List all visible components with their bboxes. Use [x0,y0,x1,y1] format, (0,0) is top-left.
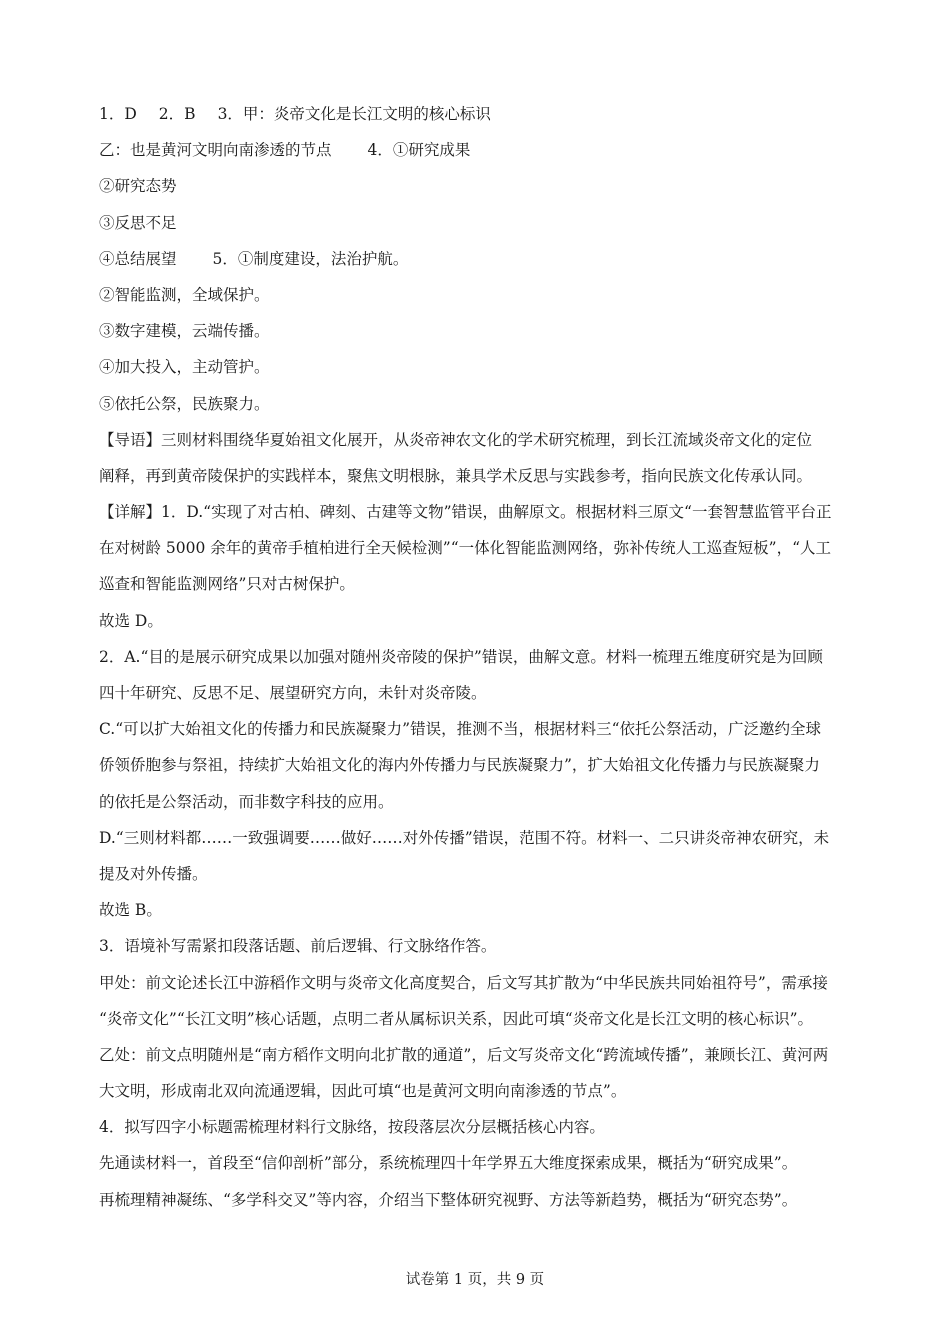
text-segment: D.“三则材料都……一致强调要……做好……对外传播”错误，范围不符。材料一、二只讲炎帝神农研究，未 [99,828,830,847]
text-line [99,892,859,928]
text-line [99,241,859,277]
text-segment: 先通读材料一，首段至“信仰剖析”部分，系统梳理四十年学界五大维度探索成果，概括为“研究成果”。 [99,1154,798,1173]
text-segment: ④加大投入，主动管护。 [99,358,270,377]
text-line [99,566,859,602]
text-segment: ②研究态势 [99,177,177,196]
text-line [99,820,859,856]
text-line [99,1001,859,1037]
text-segment: 巡查和智能监测网络”只对古树保护。 [99,575,355,594]
text-line [99,784,859,820]
text-line [99,349,859,385]
text-segment: 四十年研究、反思不足、展望研究方向，未针对炎帝陵。 [99,684,487,702]
text-segment: 提及对外传播。 [99,864,208,883]
text-line [99,494,859,530]
text-segment: 故选 B。 [99,901,162,920]
text-segment: “炎帝文化”“长江文明”核心话题，点明二者从属标识关系，因此可填“炎帝文化是长江文明的核心标识”。 [99,1009,814,1028]
text-segment: ②智能监测，全域保护。 [99,285,270,304]
text-segment: 2．A.“目的是展示研究成果以加强对随州炎帝陵的保护”错误，曲解文意。材料一梳理五维度研究是为回顾 [99,647,823,666]
text-line [99,132,859,168]
text-line [99,386,859,422]
answer-content [99,96,859,1218]
text-line [99,747,859,783]
text-line [99,458,859,494]
text-segment: 大文明，形成南北双向流通逻辑，因此可填“也是黄河文明向南渗透的节点”。 [99,1082,627,1101]
text-segment: 3．语境补写需紧扣段落话题、前后逻辑、行文脉络作答。 [99,937,497,956]
text-line [99,277,859,313]
text-segment: ③反思不足 [99,213,177,232]
text-line [99,1073,859,1109]
text-segment: 再梳理精神凝练、“多学科交叉”等内容，介绍当下整体研究视野、方法等新趋势，概括为“研究态势”。 [99,1190,798,1209]
text-line [99,603,859,639]
text-segment: 【详解】1．D.“实现了对古柏、碑刻、古建等文物”错误，曲解原文。根据材料三原文“一套智慧监管平台正 [99,503,832,522]
page-footer: 试卷第 1 页，共 9 页 [405,1272,545,1288]
text-segment: 乙处：前文点明随州是“南方稻作文明向北扩散的通道”，后文写炎帝文化“跨流域传播”，兼顾长江、黄河两 [99,1045,829,1064]
text-segment: 【导语】三则材料围绕华夏始祖文化展开，从炎帝神农文化的学术研究梳理，到长江流域炎帝文化的定位 [99,430,813,449]
text-segment: 乙：也是黄河文明向南渗透的节点 [99,141,332,160]
text-segment: 阐释，再到黄帝陵保护的实践样本，聚焦文明根脉，兼具学术反思与实践参考，指向民族文化传承认同。 [99,466,813,485]
text-line [99,1182,859,1218]
text-segment: ③数字建模，云端传播。 [99,322,270,341]
text-segment: 4．拟写四字小标题需梳理材料行文脉络，按段落层次分层概括核心内容。 [99,1118,605,1137]
text-line [99,1145,859,1181]
text-line [99,928,859,964]
text-segment: 5．①制度建设，法治护航。 [212,249,409,268]
text-line [99,205,859,241]
text-line [99,965,859,1001]
text-segment: ④总结展望 [99,249,177,268]
text-segment: ⑤依托公祭，民族聚力。 [99,394,270,413]
text-line [99,711,859,747]
text-line [99,1109,859,1145]
text-line [99,168,859,204]
text-line [99,96,859,132]
text-segment: 故选 D。 [99,611,163,630]
text-segment: 3．甲：炎帝文化是长江文明的核心标识 [217,105,491,123]
text-line [99,639,859,675]
text-segment: 2．B [158,105,196,123]
text-segment: 侨领侨胞参与祭祖，持续扩大始祖文化的海内外传播力与民族凝聚力”，扩大始祖文化传播力与民族凝聚力 [99,756,820,775]
text-line [99,856,859,892]
text-segment: 在对树龄 5000 余年的黄帝手植柏进行全天候检测”“一体化智能监测网络，弥补传统人工巡查短板”，“人工 [99,539,831,558]
text-segment: C.“可以扩大始祖文化的传播力和民族凝聚力”错误，推测不当，根据材料三“依托公祭活动，广泛邀约全球 [99,720,822,739]
text-segment: 的依托是公祭活动，而非数字科技的应用。 [99,792,394,811]
text-line [99,313,859,349]
text-segment: 甲处：前文论述长江中游稻作文明与炎帝文化高度契合，后文写其扩散为“中华民族共同始祖符号”，需承接 [99,973,828,992]
text-line [99,1037,859,1073]
text-segment: 1．D [99,105,137,123]
text-line [99,675,859,711]
text-line [99,422,859,458]
text-segment: 4．①研究成果 [367,141,471,160]
text-line [99,530,859,566]
